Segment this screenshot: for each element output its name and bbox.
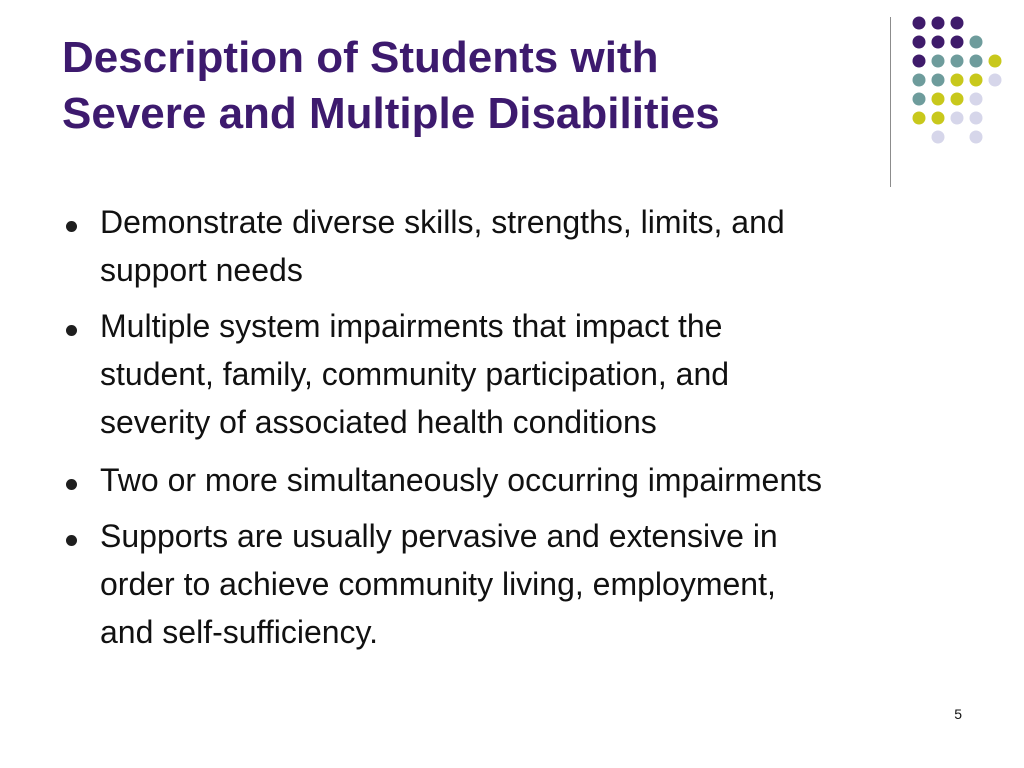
bullet-item [62,198,1012,294]
decorative-dot [970,36,983,49]
bullet-line: Supports are usually pervasive and extensive in [100,518,778,554]
decorative-dot [913,74,926,87]
slide-number: 5 [954,706,962,722]
decorative-dot [913,93,926,106]
bullet-marker [66,479,77,490]
decorative-dot [932,131,945,144]
bullet-text [100,302,1012,446]
decorative-dot [932,74,945,87]
decorative-dot [951,112,964,125]
decorative-dot [932,36,945,49]
decorative-dot [932,17,945,30]
bullet-line: student, family, community participation, and [100,356,730,392]
bullet-list [62,198,1012,664]
bullet-marker [66,325,77,336]
decorative-dot [989,55,1002,68]
decorative-dot [913,55,926,68]
decorative-dot [932,93,945,106]
decorative-dot [970,74,983,87]
decorative-dot [989,74,1002,87]
decorative-dot [970,55,983,68]
bullet-line: severity of associated health conditions [100,404,657,440]
bullet-line: Demonstrate diverse skills, strengths, limits, and [100,204,785,240]
bullet-line: and self-sufficiency. [100,614,379,650]
decorative-dot [970,131,983,144]
decorative-dot [913,17,926,30]
decorative-dot [951,36,964,49]
bullet-marker [66,221,77,232]
decorative-dot [951,55,964,68]
bullet-text [100,456,1012,504]
decorative-dot [913,112,926,125]
slide-title-line-2: Severe and Multiple Disabilities [62,89,720,138]
decorative-dot [951,17,964,30]
bullet-text [100,198,1012,294]
bullet-line: order to achieve community living, employment, [100,566,776,602]
decorative-dot [932,55,945,68]
bullet-text [100,512,1012,656]
bullet-item [62,456,1012,504]
bullet-item [62,512,1012,656]
decorative-dot [951,93,964,106]
bullet-line: Multiple system impairments that impact the [100,308,723,344]
decorative-dot-grid [0,0,1024,200]
decorative-dot [970,93,983,106]
bullet-marker [66,535,77,546]
decorative-dot [932,112,945,125]
decorative-dot [951,74,964,87]
bullet-line: Two or more simultaneously occurring impairments [100,462,823,498]
bullet-item [62,302,1012,446]
decorative-dot [970,112,983,125]
decorative-dot [913,36,926,49]
slide-title-line-1: Description of Students with [62,33,659,82]
bullet-line: support needs [100,252,303,288]
